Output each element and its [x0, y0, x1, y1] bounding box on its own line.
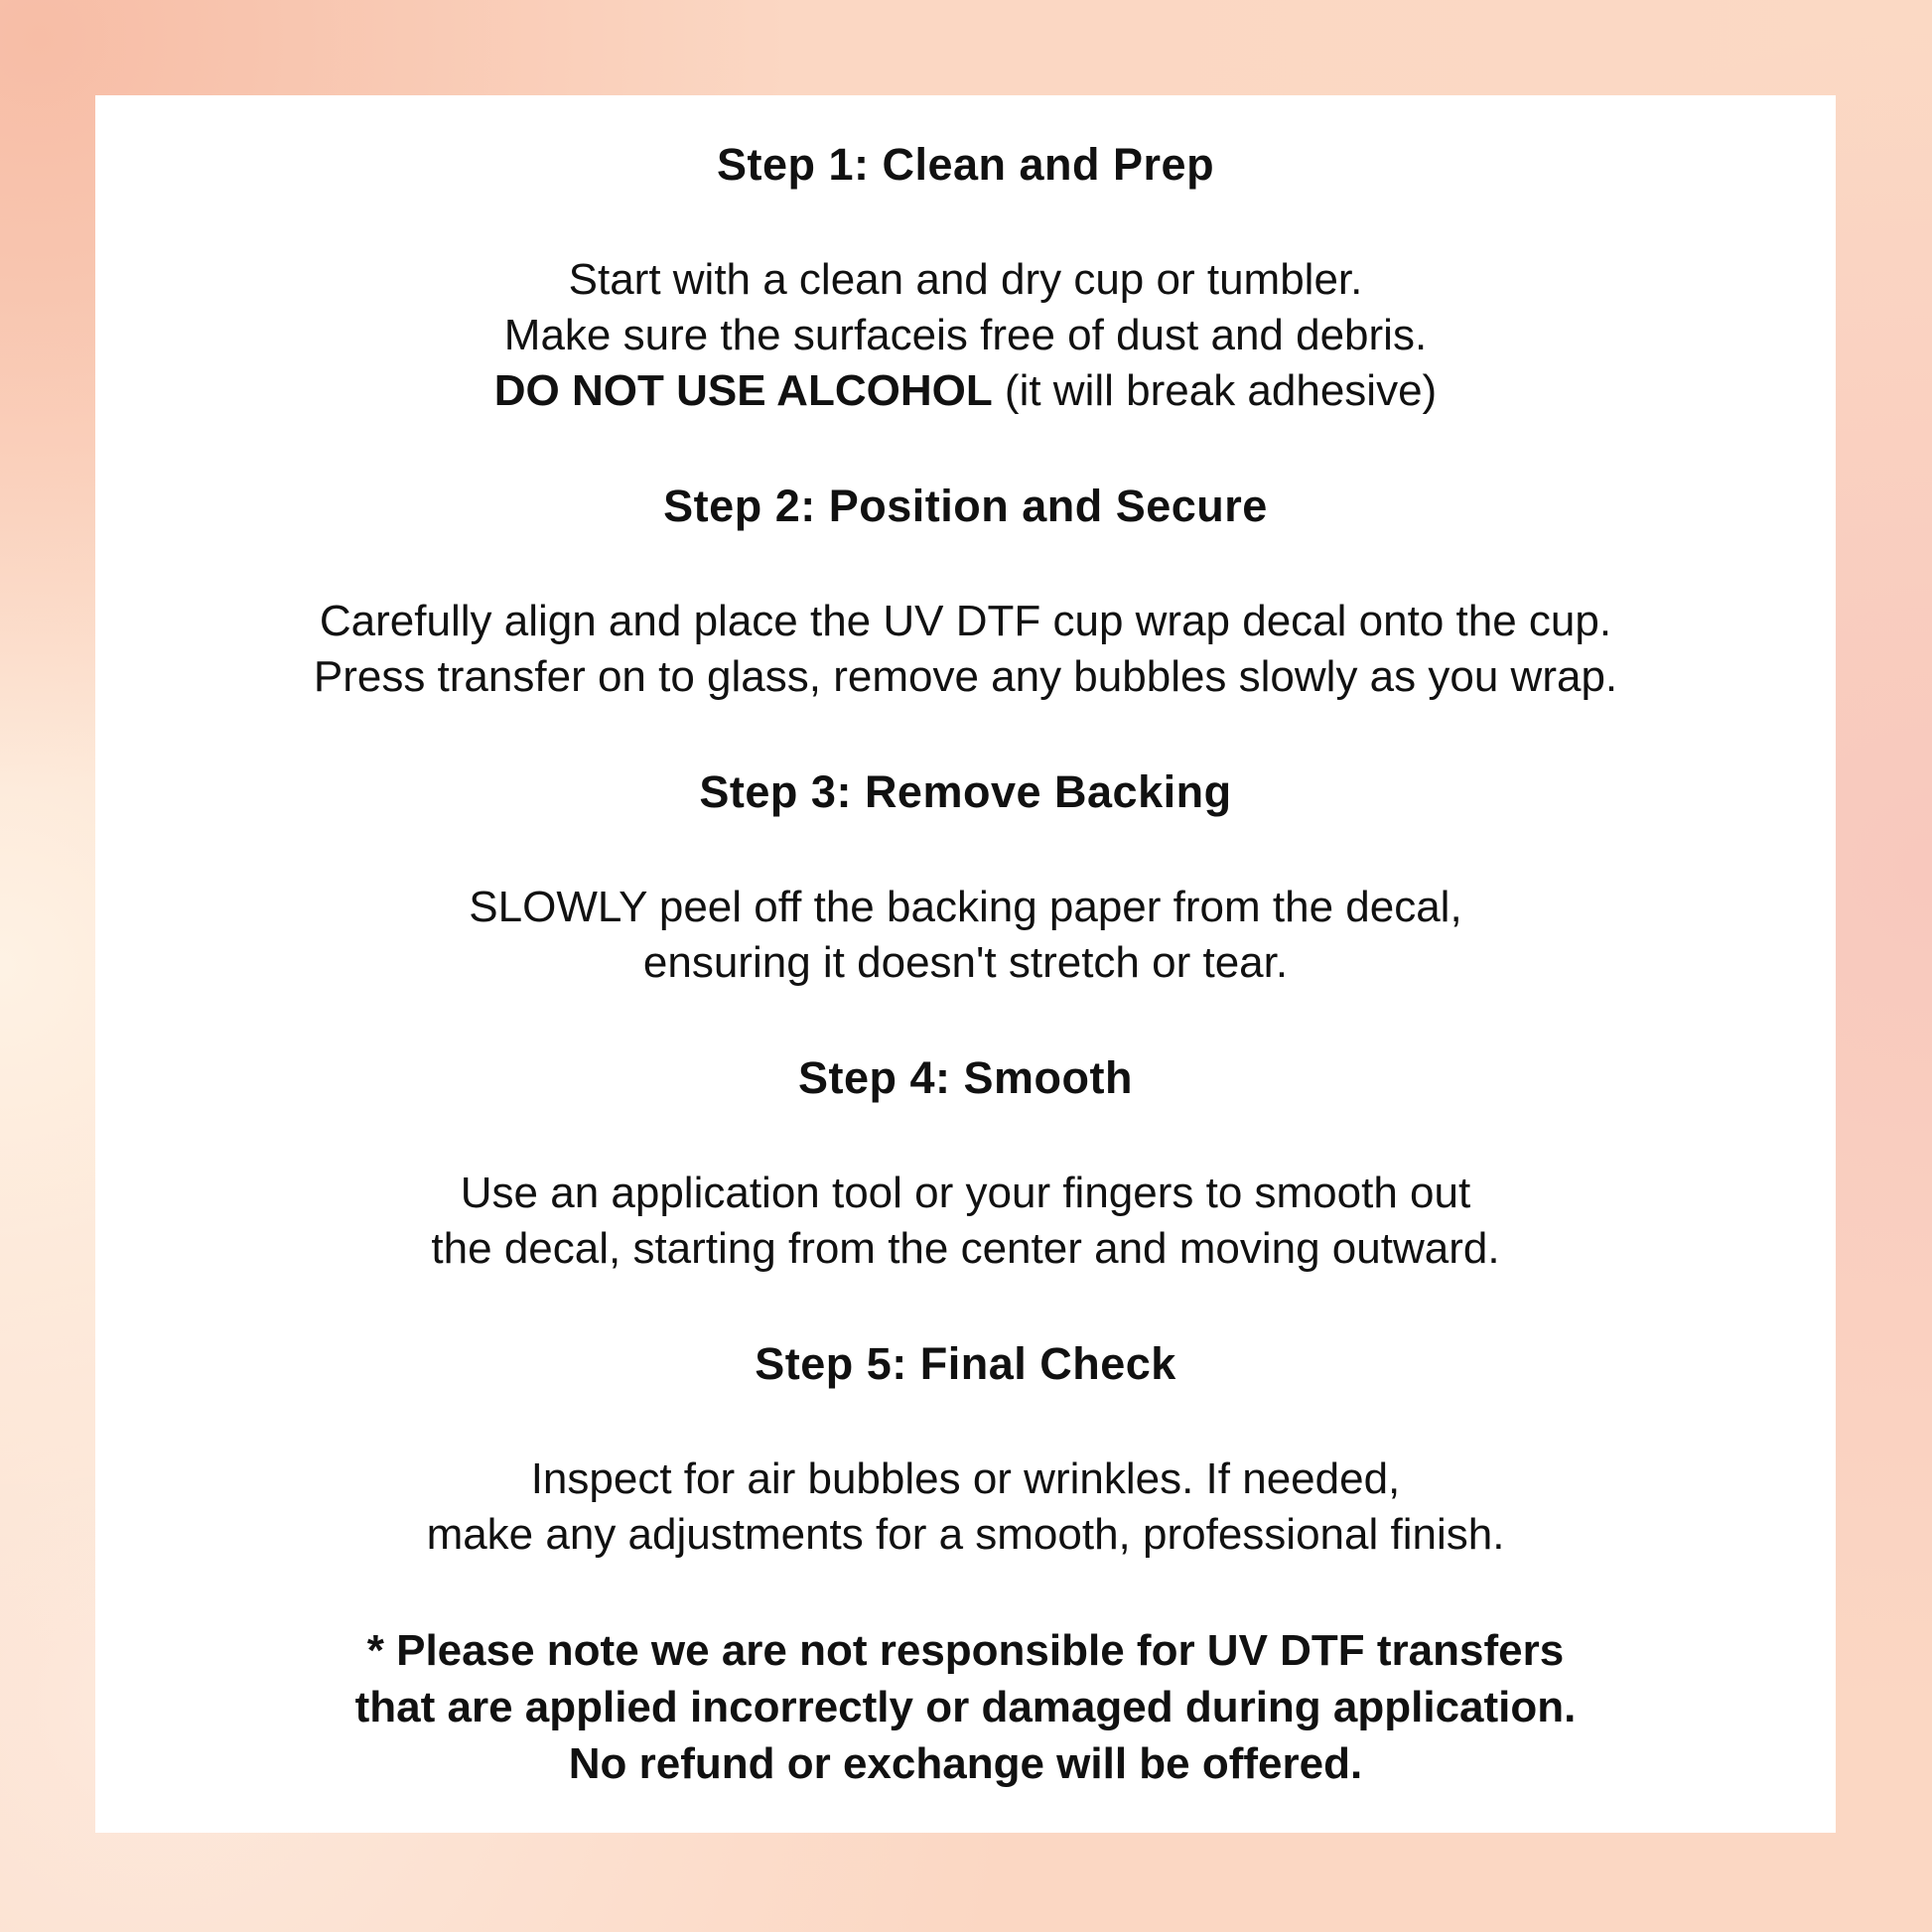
step-2-line-2: Press transfer on to glass, remove any bubbles slowly as you wrap. [313, 651, 1618, 701]
instructions-card [95, 95, 1836, 1833]
disclaimer-note [355, 1622, 1577, 1792]
step-5-body [427, 1451, 1505, 1563]
step-2-heading: Step 2: Position and Secure [663, 480, 1268, 531]
step-4-line-1: Use an application tool or your fingers to smooth out [460, 1168, 1471, 1217]
step-3-body [469, 880, 1461, 991]
step-3-heading: Step 3: Remove Backing [699, 765, 1232, 817]
disclaimer-line-3: No refund or exchange will be offered. [568, 1738, 1363, 1788]
disclaimer-line-1: * Please note we are not responsible for UV DTF transfers [366, 1625, 1565, 1675]
step-1-heading: Step 1: Clean and Prep [716, 138, 1215, 190]
step-1-line-1: Start with a clean and dry cup or tumbler. [568, 254, 1363, 304]
disclaimer-line-2: that are applied incorrectly or damaged during application. [354, 1682, 1577, 1731]
step-1-line-2: Make sure the surfaceis free of dust and debris. [503, 310, 1428, 359]
step-5-heading: Step 5: Final Check [755, 1337, 1176, 1389]
step-1-warning-line [494, 363, 1437, 419]
step-5-line-2: make any adjustments for a smooth, professional finish. [426, 1509, 1505, 1559]
step-4-body [431, 1166, 1499, 1277]
step-3-line-2: ensuring it doesn't stretch or tear. [642, 937, 1289, 987]
step-1-warning-bold: DO NOT USE ALCOHOL [493, 365, 993, 415]
step-1-body [494, 252, 1437, 419]
step-1-warning-rest: (it will break adhesive) [992, 365, 1438, 415]
step-3-line-1: SLOWLY peel off the backing paper from the decal, [469, 882, 1462, 931]
step-2-body [314, 594, 1617, 705]
step-2-line-1: Carefully align and place the UV DTF cup wrap decal onto the cup. [319, 596, 1612, 645]
step-4-heading: Step 4: Smooth [797, 1051, 1133, 1103]
step-5-line-1: Inspect for air bubbles or wrinkles. If needed, [530, 1453, 1401, 1503]
step-4-line-2: the decal, starting from the center and moving outward. [431, 1223, 1500, 1273]
